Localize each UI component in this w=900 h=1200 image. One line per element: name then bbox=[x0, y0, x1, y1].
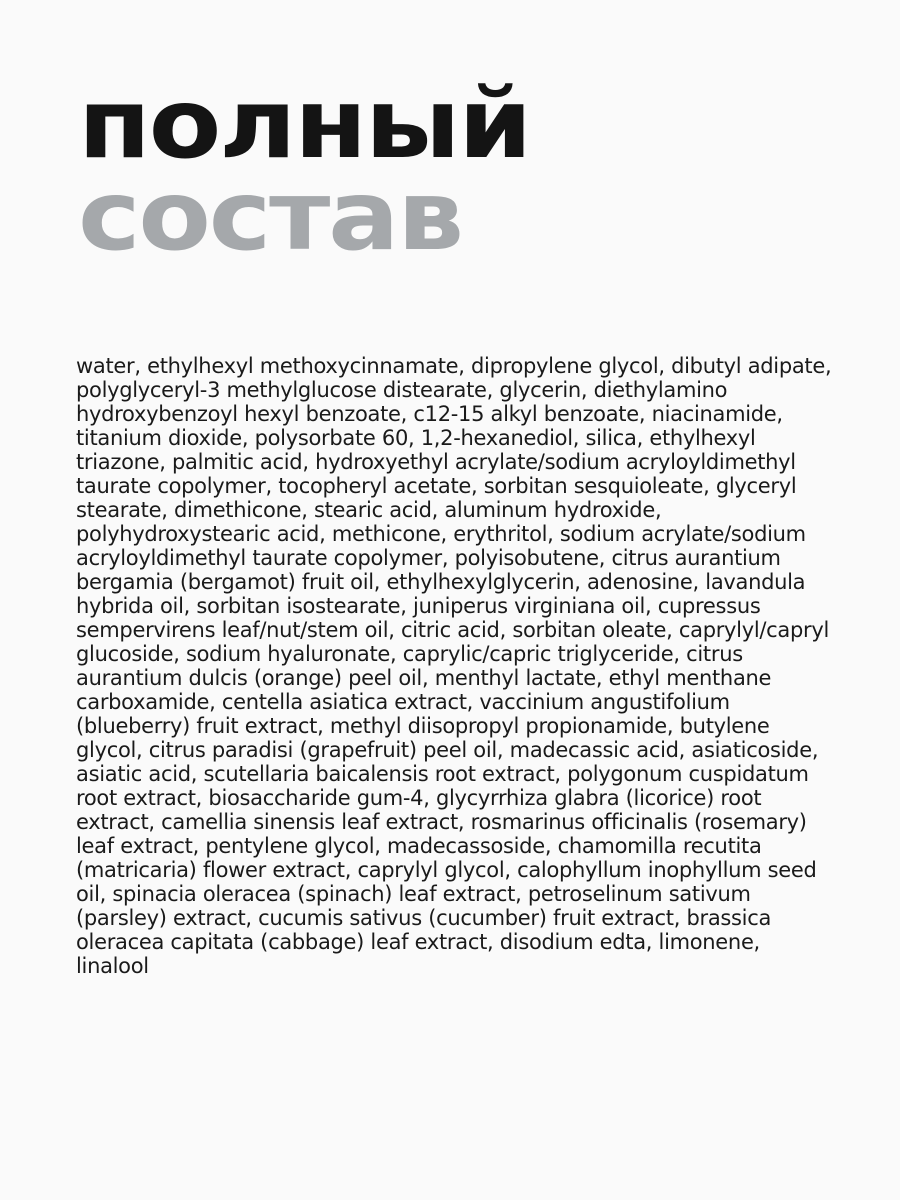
ingredients-list: water, ethylhexyl methoxycinnamate, dipropylene glycol, dibutyl adipate, polyglyceryl-3 methylglucose distearate, glycerin, diethylamino hydroxybenzoyl hexyl benzoate, c12-15 alkyl benzoate, niacinamide, titanium dioxide, polysorbate 60, 1,2-hexanediol, silica, ethylhexyl triazone, palmitic acid, hydroxyethyl acrylate/sodium acryloyldimethyl taurate copolymer, tocopheryl acetate, sorbitan sesquioleate, glyceryl stearate, dimethicone, stearic acid, aluminum hydroxide, polyhydroxystearic acid, methicone, erythritol, sodium acrylate/sodium acryloyldimethyl taurate copolymer, polyisobutene, citrus aurantium bergamia (bergamot) fruit oil, ethylhexylglycerin, adenosine, lavandula hybrida oil, sorbitan isostearate, juniperus virginiana oil, cupressus sempervirens leaf/nut/stem oil, citric acid, sorbitan oleate, caprylyl/capryl glucoside, sodium hyaluronate, caprylic/capric triglyceride, citrus aurantium dulcis (orange) peel oil, menthyl lactate, ethyl menthane carboxamide, centella asiatica extract, vaccinium angustifolium (blueberry) fruit extract, methyl diisopropyl propionamide, butylene glycol, citrus paradisi (grapefruit) peel oil, madecassic acid, asiaticoside, asiatic acid, scutellaria baicalensis root extract, polygonum cuspidatum root extract, biosaccharide gum-4, glycyrrhiza glabra (licorice) root extract, camellia sinensis leaf extract, rosmarinus officinalis (rosemary) leaf extract, pentylene glycol, madecassoside, chamomilla recutita (matricaria) flower extract, caprylyl glycol, calophyllum inophyllum seed oil, spinacia oleracea (spinach) leaf extract, petroselinum sativum (parsley) extract, cucumis sativus (cucumber) fruit extract, brassica oleracea capitata (cabbage) leaf extract, disodium edta, limonene, linalool bbox=[76, 354, 832, 978]
title-line-primary: полный bbox=[78, 68, 531, 180]
title-line-secondary: состав bbox=[78, 160, 462, 272]
page-title bbox=[78, 68, 531, 272]
